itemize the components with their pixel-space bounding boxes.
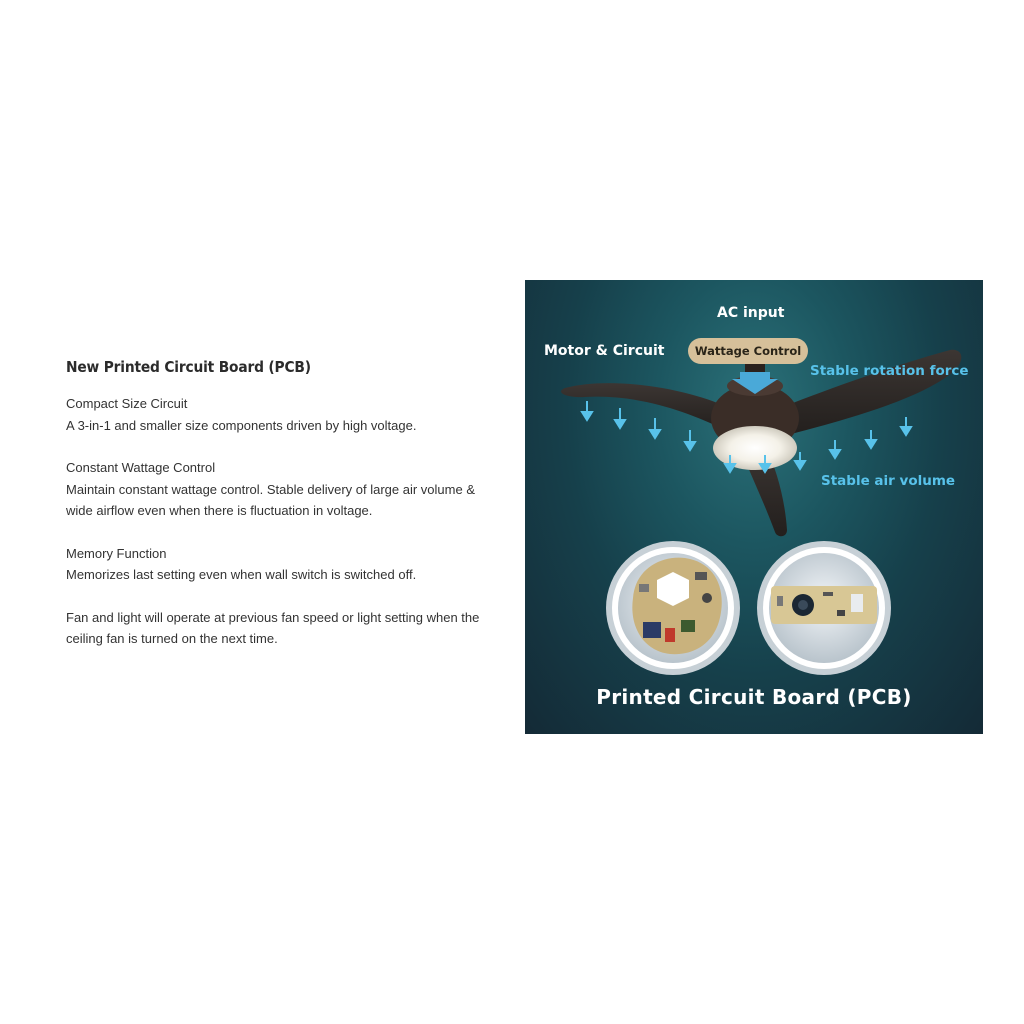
feature-body: Memorizes last setting even when wall switch is switched off. <box>66 567 417 582</box>
feature-title: Compact Size Circuit <box>66 396 188 411</box>
ac-input-label: AC input <box>717 305 785 321</box>
pcb-board-left <box>606 541 740 675</box>
feature-compact-size <box>66 393 511 436</box>
stable-rotation-label: Stable rotation force <box>810 363 969 379</box>
stable-air-label: Stable air volume <box>821 473 956 489</box>
feature-constant-wattage <box>66 457 511 522</box>
feature-title: Constant Wattage Control <box>66 460 216 475</box>
pcb-caption: Printed Circuit Board (PCB) <box>596 685 912 709</box>
feature-memory-note <box>66 607 511 650</box>
pcb-board-right <box>757 541 891 675</box>
feature-note-line: ceiling fan is turned on the next time. <box>66 631 278 646</box>
motor-circuit-label: Motor & Circuit <box>544 343 665 359</box>
wattage-control-badge: Wattage Control <box>688 338 808 364</box>
section-heading: New Printed Circuit Board (PCB) <box>66 358 311 376</box>
feature-memory-function <box>66 543 511 586</box>
feature-note-line: Fan and light will operate at previous fan speed or light setting when the <box>66 609 480 625</box>
feature-body-line: Maintain constant wattage control. Stable delivery of large air volume & <box>66 481 475 497</box>
pcb-illustration <box>525 280 983 734</box>
feature-body-line: wide airflow even when there is fluctuation in voltage. <box>66 503 373 518</box>
text-column <box>66 358 511 671</box>
feature-body: A 3-in-1 and smaller size components driven by high voltage. <box>66 417 417 433</box>
feature-title: Memory Function <box>66 545 167 561</box>
